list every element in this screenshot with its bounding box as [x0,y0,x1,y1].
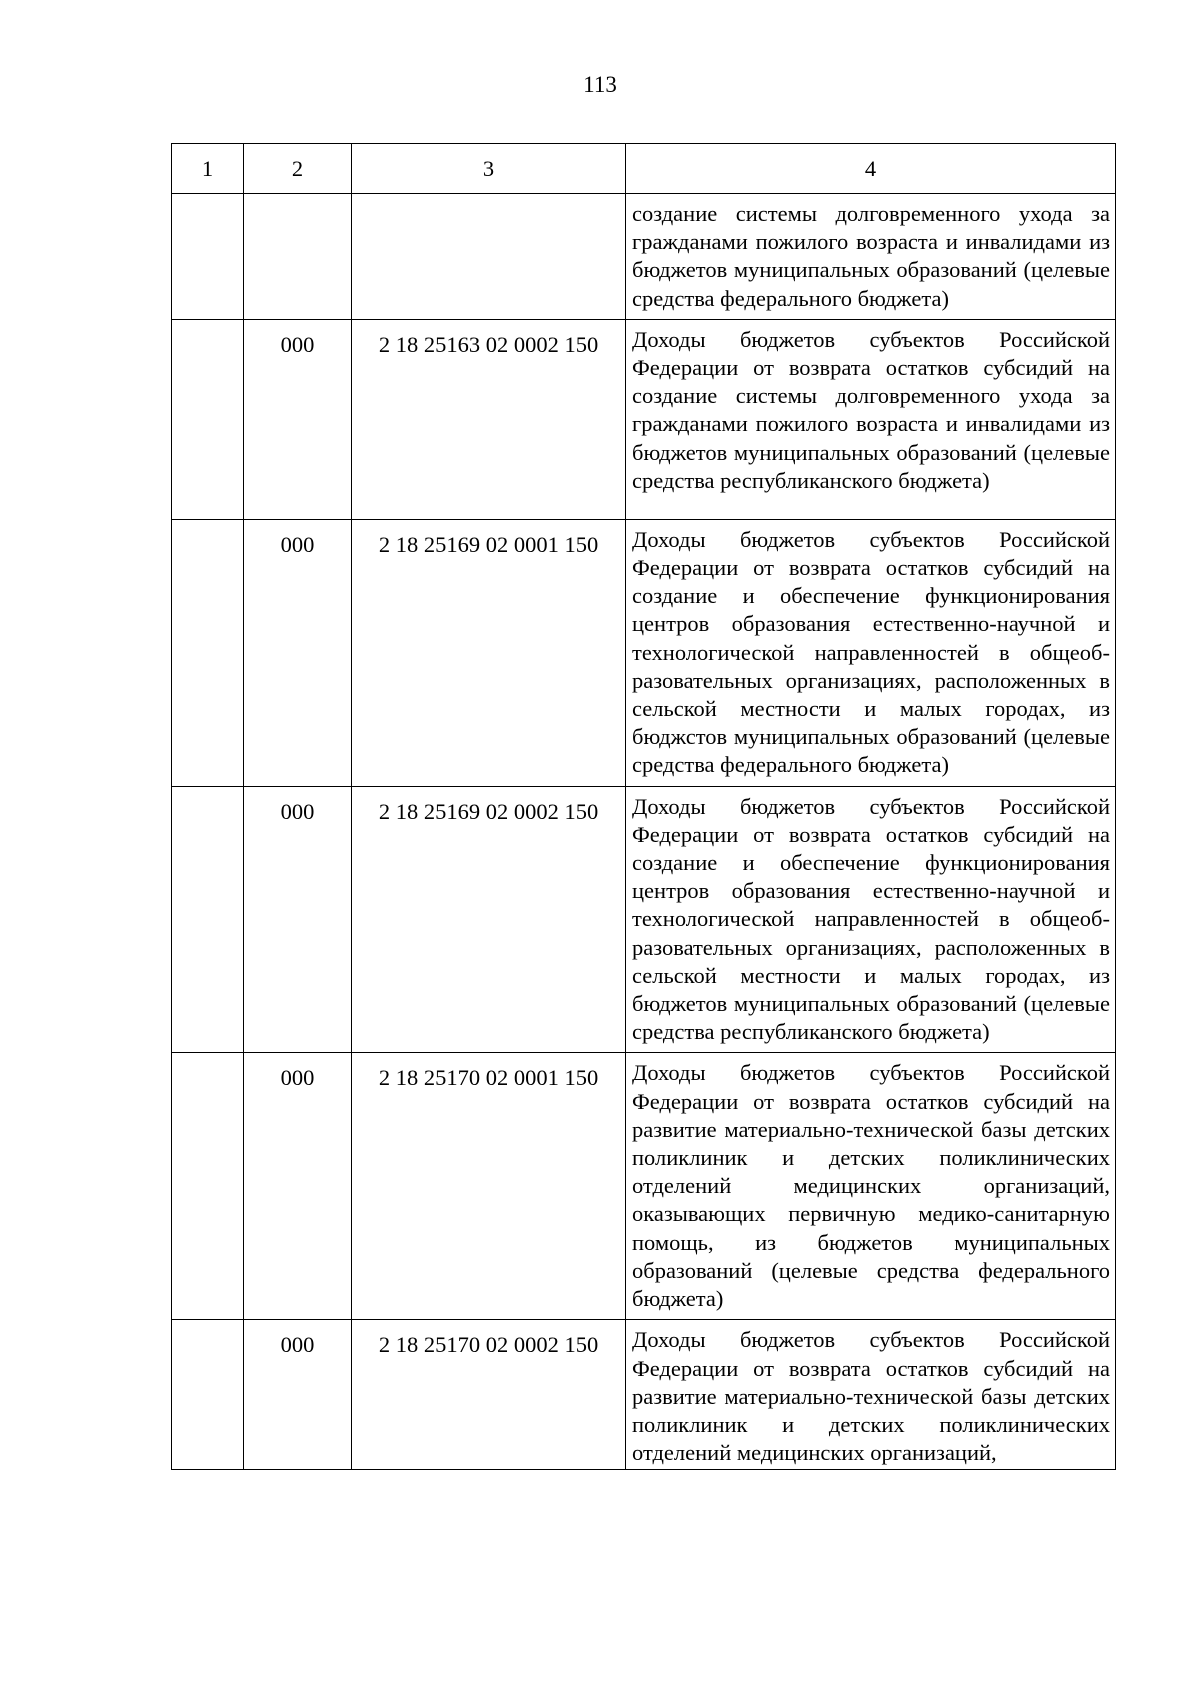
column-header-2: 2 [244,144,352,194]
table-row [172,519,1116,786]
cell-col1 [172,194,244,320]
cell-description: Доходы бюджетов субъектов Российской Федерации от возврата остатков субсидий на создание и обеспечение функционирования центров образования естественно-научной и технологической направленностей в общеобразовательных организациях, расположенных в сельской местности и малых городах, из бюджстов муниципальных образований (целевые средства федерального бюджета) [626,519,1116,786]
column-header-1: 1 [172,144,244,194]
table-row [172,1053,1116,1320]
cell-col1 [172,786,244,1053]
cell-income-code: 2 18 25170 02 0001 150 [352,1053,626,1320]
table-row [172,1320,1116,1470]
cell-col1 [172,1053,244,1320]
cell-admin-code: 000 [244,1053,352,1320]
cell-col1 [172,319,244,519]
cell-income-code: 2 18 25170 02 0002 150 [352,1320,626,1470]
cell-admin-code: 000 [244,786,352,1053]
cell-description: Доходы бюджетов субъектов Российской Федерации от возврата остатков субсидий на создание системы долговременного ухода за гражданами пожилого возраста и инвалидами из бюджетов муниципальных образований (целевые средства республиканского бюджета) [626,319,1116,519]
table-header-row [172,144,1116,194]
cell-col1 [172,519,244,786]
column-header-3: 3 [352,144,626,194]
cell-description: Доходы бюджетов субъектов Российской Федерации от возврата остатков субсидий на развитие материально-технической базы детских поликлиник и детских поликлинических отделений медицинских организаций, оказывающих первичную медико-санитарную помощь, из бюджетов муниципальных образований (целевые средства федерального бюджета) [626,1053,1116,1320]
cell-col1 [172,1320,244,1470]
cell-admin-code: 000 [244,1320,352,1470]
cell-description: Доходы бюджетов субъектов Российской Федерации от возврата остатков субсидий на создание и обеспечение функционирования центров образования естественно-научной и технологической направленностей в общеобразовательных организациях, расположенных в сельской местности и малых городах, из бюджетов муниципальных образований (целевые средства республиканского бюджета) [626,786,1116,1053]
table-row [172,786,1116,1053]
cell-income-code [352,194,626,320]
cell-description: Доходы бюджетов субъектов Российской Федерации от возврата остатков субсидий на развитие материально-технической базы детских поликлиник и детских поликлинических отделений медицинских организаций, [626,1320,1116,1470]
page-number: 113 [583,72,617,97]
cell-admin-code [244,194,352,320]
cell-income-code: 2 18 25163 02 0002 150 [352,319,626,519]
cell-income-code: 2 18 25169 02 0001 150 [352,519,626,786]
income-codes-table [171,143,1116,1470]
table-row [172,194,1116,320]
cell-income-code: 2 18 25169 02 0002 150 [352,786,626,1053]
table-row [172,319,1116,519]
cell-description: создание системы долговременного ухода за гражданами пожилого возраста и инвалидами из бюджетов муниципальных образований (целевые средства федерального бюджета) [626,194,1116,320]
cell-admin-code: 000 [244,319,352,519]
cell-admin-code: 000 [244,519,352,786]
column-header-4: 4 [626,144,1116,194]
